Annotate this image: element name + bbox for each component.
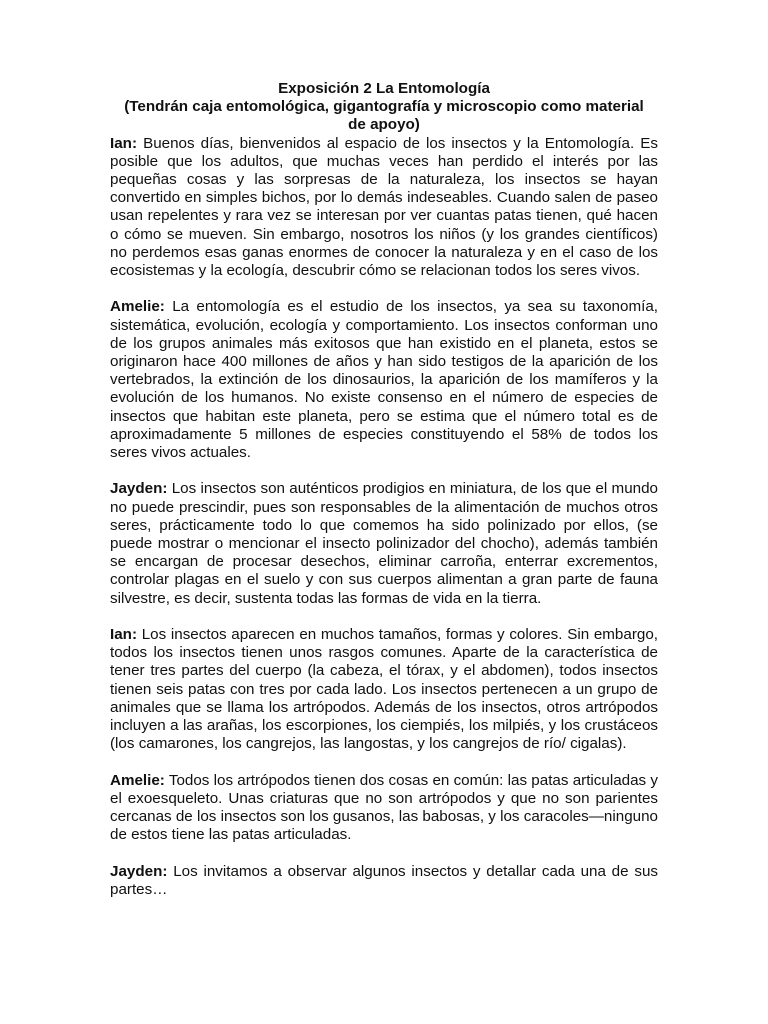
- paragraph-3: [110, 480, 658, 607]
- paragraph-text: Los insectos aparecen en muchos tamaños, formas y colores. Sin embargo, todos los insectos tienen unos rasgos comunes. Aparte de la característica de tener tres partes del cuerpo (la cabeza, el tórax, y el abdomen), todos insectos tienen seis patas con tres por cada lado. Los insectos pertenecen a un grupo de animales que se llama los artrópodos. Además de los insectos, otros artrópodos incluyen a las arañas, los escorpiones, los ciempiés, los milpiés, y los crustáceos (los camarones, los cangrejos, las langostas, y los cangrejos de río/ cigalas).: [110, 626, 658, 753]
- paragraph-4: [110, 626, 658, 753]
- paragraph-text: Todos los artrópodos tienen dos cosas en común: las patas articuladas y el exoesqueleto. Unas criaturas que no son artrópodos y que no son parientes cercanas de los insectos son los gusanos, las babosas, y los caracoles—ninguno de estos tiene las patas articuladas.: [110, 771, 658, 844]
- paragraph-text: Buenos días, bienvenidos al espacio de los insectos y la Entomología. Es posible que los adultos, que muchas veces han perdido el interés por las pequeñas cosas y las sorpresas de la naturaleza, los insectos se hayan convertido en simples bichos, por lo demás indeseables. Cuando salen de paseo usan repelentes y rara vez se interesan por ver cuantas patas tienen, qué hacen o cómo se mueven. Sin embargo, nosotros los niños (y los grandes científicos) no perdemos esas ganas enormes de conocer la naturaleza y en el caso de los ecosistemas y la ecología, descubrir cómo se relacionan todos los seres vivos.: [110, 134, 658, 280]
- speaker-label: Jayden:: [110, 862, 168, 880]
- paragraph-2: [110, 298, 658, 462]
- paragraph-text: Los invitamos a observar algunos insectos y detallar cada una de sus partes…: [110, 862, 658, 898]
- speaker-label: Ian:: [110, 134, 138, 152]
- paragraph-text: Los insectos son auténticos prodigios en miniatura, de los que el mundo no puede prescindir, pues son responsables de la alimentación de muchos otros seres, prácticamente todo lo que comemos ha sido polinizado por ellos, (se puede mostrar o mencionar el insecto polinizador del chocho), además también se encargan de procesar desechos, eliminar carroña, enterrar excrementos, controlar plagas en el suelo y con sus cuerpos alimentan a gran parte de fauna silvestre, es decir, sustenta todas las formas de vida en la tierra.: [110, 480, 658, 607]
- paragraph-6: [110, 863, 658, 899]
- speaker-label: Ian:: [110, 626, 138, 644]
- paragraph-5: [110, 772, 658, 845]
- speaker-label: Amelie:: [110, 771, 165, 789]
- paragraph-text: La entomología es el estudio de los insectos, ya sea su taxonomía, sistemática, evolución, ecología y comportamiento. Los insectos conforman uno de los grupos animales más exitosos que han existido en el planeta, estos se originaron hace 400 millones de años y han sido testigos de la aparición de los vertebrados, la extinción de los dinosaurios, la aparición de los mamíferos y la evolución de los humanos. No existe consenso en el número de especies de insectos que habitan este planeta, pero se estima que el número total es de aproximadamente 5 millones de especies constituyendo el 58% de todos los seres vivos actuales.: [110, 298, 658, 462]
- title-block: [110, 80, 658, 135]
- document-subtitle-line-2: de apoyo): [348, 116, 420, 134]
- document-subtitle-line-1: (Tendrán caja entomológica, gigantografía y microscopio como material: [124, 98, 644, 116]
- paragraph-1: [110, 135, 658, 281]
- document-title: Exposición 2 La Entomología: [278, 80, 490, 97]
- document-page: [110, 80, 658, 917]
- speaker-label: Amelie:: [110, 298, 165, 316]
- speaker-label: Jayden:: [110, 480, 168, 498]
